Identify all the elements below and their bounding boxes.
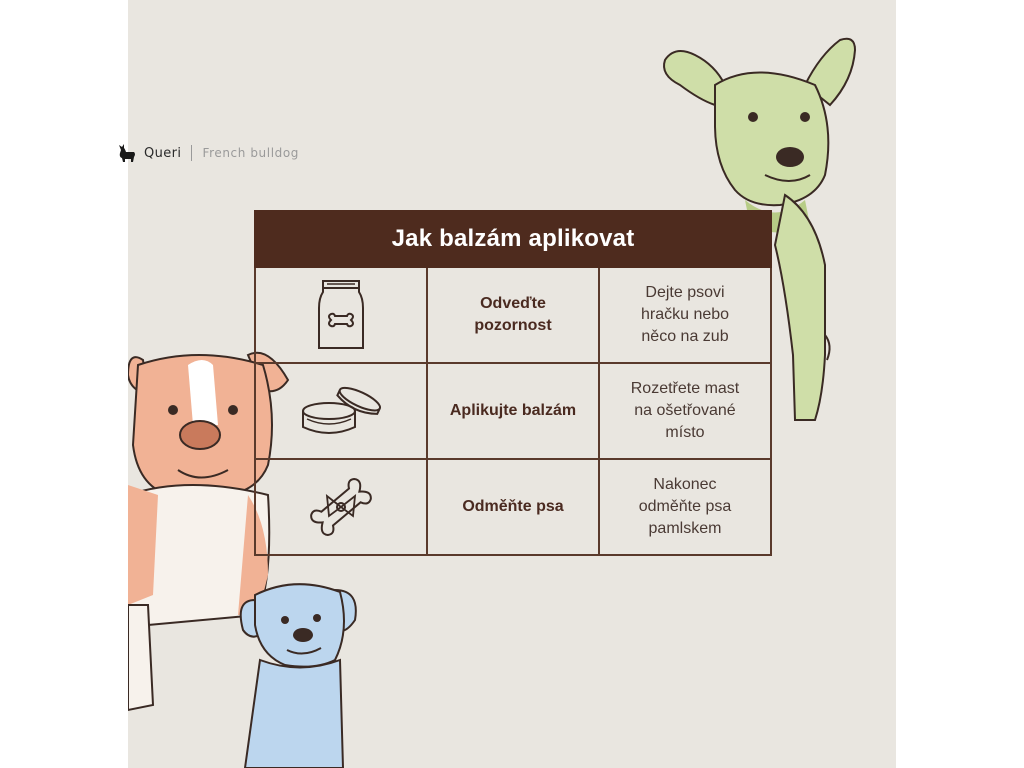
brand-name: Queri	[144, 145, 182, 161]
french-bulldog-logo-icon	[116, 143, 138, 163]
bone-treat-icon	[303, 472, 379, 542]
step-action: Odveďte pozornost	[426, 268, 598, 362]
table-row	[256, 268, 770, 362]
blue-dog-illustration	[225, 580, 365, 768]
icon-cell	[256, 460, 426, 554]
icon-cell	[256, 268, 426, 362]
brand-header	[116, 142, 299, 164]
balm-tin-icon	[299, 381, 383, 441]
step-description: Nakonec odměňte psa pamlskem	[598, 460, 770, 554]
table-row	[256, 362, 770, 458]
application-steps-table	[254, 210, 772, 556]
brand-tagline: French bulldog	[202, 146, 300, 160]
step-action: Odměňte psa	[426, 460, 598, 554]
table-row	[256, 458, 770, 554]
brand-separator	[191, 145, 192, 161]
icon-cell	[256, 364, 426, 458]
step-description: Dejte psovi hračku nebo něco na zub	[598, 268, 770, 362]
table-title: Jak balzám aplikovat	[254, 210, 772, 268]
table-body	[254, 268, 772, 556]
step-action: Aplikujte balzám	[426, 364, 598, 458]
step-description: Rozetřete mast na ošetřované místo	[598, 364, 770, 458]
dog-food-bag-icon	[313, 278, 369, 352]
